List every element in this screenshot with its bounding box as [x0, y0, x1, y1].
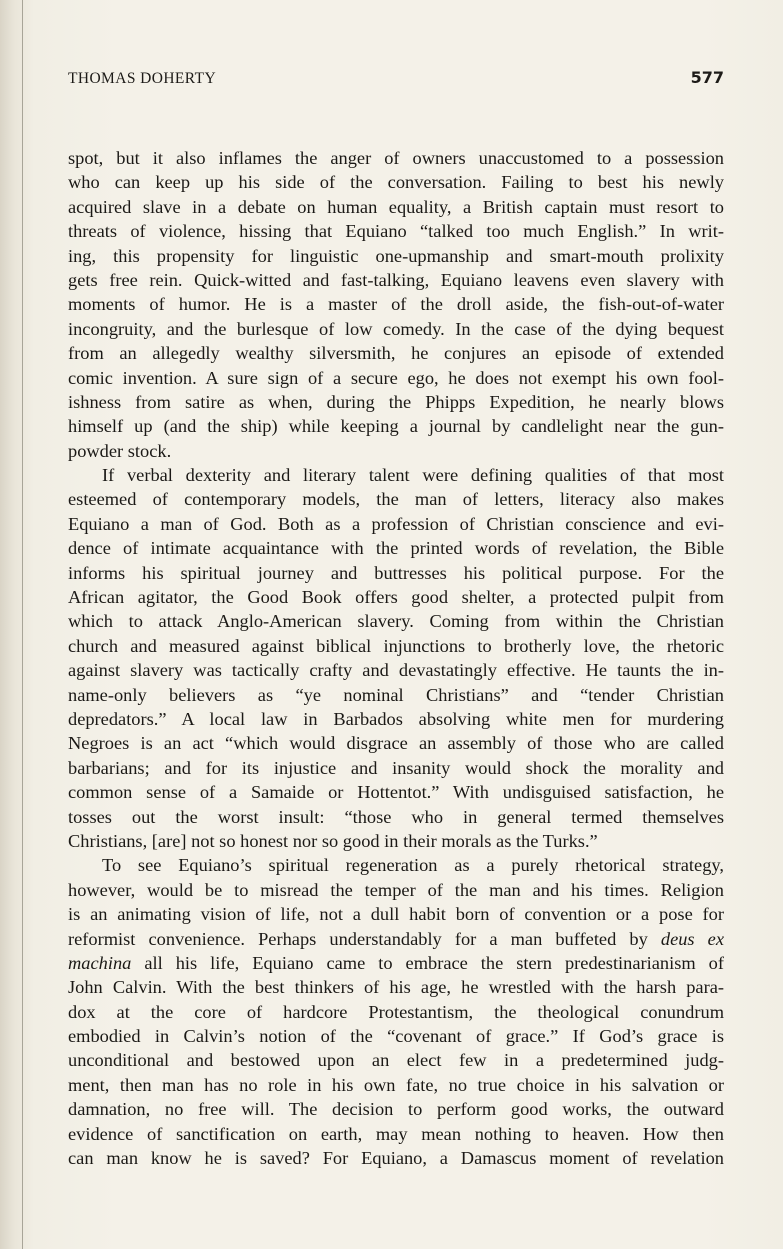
text-line: dox at the core of hardcore Protestantism, the theological conundrum [68, 1001, 724, 1022]
text-line: John Calvin. With the best thinkers of his age, he wrestled with the harsh para- [68, 977, 724, 998]
text-line: from an allegedly wealthy silversmith, he conjures an episode of extended [68, 343, 724, 364]
text-line: dence of intimate acquaintance with the printed words of revelation, the Bible [68, 538, 724, 559]
text-line: gets free rein. Quick-witted and fast-talking, Equiano leavens even slavery with [68, 269, 724, 290]
text-line: against slavery was tactically crafty and devastatingly effective. He taunts the in- [68, 660, 724, 681]
text-line: ishness from satire as when, during the Phipps Expedition, he nearly blows [68, 391, 724, 412]
text-line: African agitator, the Good Book offers good shelter, a protected pulpit from [68, 587, 724, 608]
italic-phrase: machina [68, 952, 132, 973]
text-line: To see Equiano’s spiritual regeneration as a purely rhetorical strategy, [102, 855, 724, 876]
text-line: comic invention. A sure sign of a secure ego, he does not exempt his own fool- [68, 367, 724, 388]
text-line: powder stock. [68, 440, 172, 461]
text-line: informs his spiritual journey and buttresses his political purpose. For the [68, 562, 724, 583]
running-head: THOMAS DOHERTY [68, 70, 217, 87]
text-line: esteemed of contemporary models, the man of letters, literacy also makes [68, 489, 724, 510]
text-line: can man know he is saved? For Equiano, a Damascus moment of revelation [68, 1148, 724, 1169]
text-line: Negroes is an act “which would disgrace an assembly of those who are called [68, 733, 724, 754]
text-line: spot, but it also inflames the anger of owners unaccustomed to a possession [68, 148, 724, 168]
text-line: himself up (and the ship) while keeping a journal by candlelight near the gun- [68, 416, 724, 437]
text-segment: reformist convenience. Perhaps understandably for a man buffeted by [68, 928, 648, 949]
text-line: church and measured against biblical injunctions to brotherly love, the rhetoric [68, 635, 724, 656]
body-text [68, 146, 724, 1170]
text-line: ing, this propensity for linguistic one-upmanship and smart-mouth prolixity [68, 245, 724, 266]
text-line [68, 927, 724, 951]
text-line: unconditional and bestowed upon an elect few in a predetermined judg- [68, 1050, 724, 1071]
text-line: which to attack Anglo-American slavery. Coming from within the Christian [68, 611, 724, 632]
text-line: evidence of sanctification on earth, may mean nothing to heaven. How then [68, 1123, 724, 1144]
text-line: Christians, [are] not so honest nor so good in their morals as the Turks.” [68, 830, 598, 851]
text-segment: all his life, Equiano came to embrace the stern predestinarianism of [144, 952, 724, 973]
text-line: acquired slave in a debate on human equality, a British captain must resort to [68, 196, 724, 217]
text-line: who can keep up his side of the conversation. Failing to best his newly [68, 172, 724, 193]
text-line: Equiano a man of God. Both as a profession of Christian conscience and evi- [68, 513, 724, 534]
text-line: common sense of a Samaide or Hottentot.” With undisguised satisfaction, he [68, 782, 724, 803]
text-line: ment, then man has no role in his own fate, no true choice in his salvation or [68, 1074, 724, 1095]
page-gutter-line [22, 0, 23, 1249]
text-line [68, 951, 724, 975]
text-line: damnation, no free will. The decision to perform good works, the outward [68, 1099, 724, 1120]
text-line: threats of violence, hissing that Equiano “talked too much English.” In writ- [68, 221, 724, 242]
text-line: depredators.” A local law in Barbados absolving white men for murdering [68, 708, 724, 729]
text-line: embodied in Calvin’s notion of the “covenant of grace.” If God’s grace is [68, 1026, 724, 1047]
text-line: however, would be to misread the temper of the man and his times. Religion [68, 879, 724, 900]
text-line: incongruity, and the burlesque of low comedy. In the case of the dying bequest [68, 318, 724, 339]
text-line: tosses out the worst insult: “those who in general termed themselves [68, 806, 724, 827]
text-line: moments of humor. He is a master of the droll aside, the fish-out-of-water [68, 294, 724, 315]
page-number: 577 [690, 68, 724, 87]
text-line: If verbal dexterity and literary talent were defining qualities of that most [102, 465, 724, 486]
text-line: barbarians; and for its injustice and insanity would shock the morality and [68, 757, 724, 778]
text-line: is an animating vision of life, not a dull habit born of convention or a pose for [68, 904, 724, 925]
text-line: name-only believers as “ye nominal Christians” and “tender Christian [68, 684, 724, 705]
italic-phrase: deus ex [660, 928, 724, 949]
